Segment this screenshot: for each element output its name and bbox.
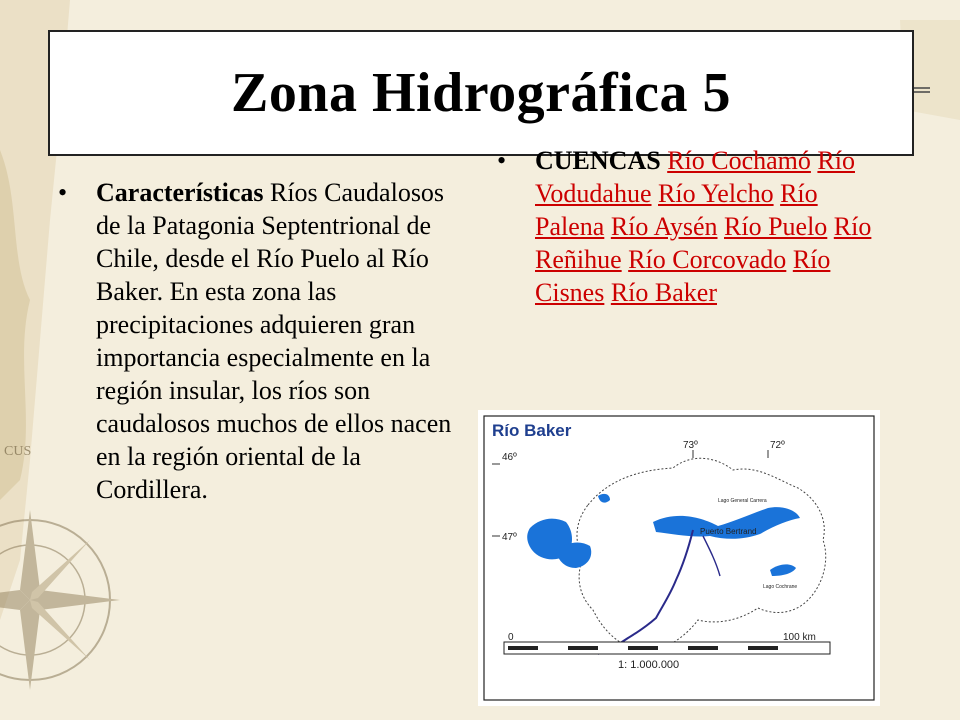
link-rio-vodudahue[interactable]: Río Vodudahue [535,146,855,208]
scale-segment [688,646,718,650]
link-rio-cochamo[interactable]: Río Cochamó [667,146,811,175]
link-rio-palena[interactable]: Río Palena [535,179,818,241]
lat-47-label: 47º [502,532,517,543]
rio-baker-map [478,410,880,706]
link-rio-yelcho[interactable]: Río Yelcho [658,179,774,208]
basin-map-drawing [478,410,880,706]
lake-cochrane-label: Lago Cochrane [763,584,798,590]
scale-segment [628,646,658,650]
scale-segment [508,646,538,650]
characteristics-text [58,176,468,506]
title-box [48,30,914,156]
link-rio-aysen[interactable]: Río Aysén [610,212,718,241]
cuencas-label: CUENCAS [535,146,661,175]
scale-segment [748,646,778,650]
lake-carrera-label: Lago General Carrera [718,498,767,504]
map-title: Río Baker [492,421,572,440]
link-rio-cisnes[interactable]: Río Cisnes [535,245,831,307]
lon-73-label: 73º [683,440,698,451]
slide-title: Zona Hidrográfica 5 [230,62,732,124]
cuencas-bullet [497,144,877,309]
scale-segment [568,646,598,650]
link-rio-renihue[interactable]: Río Reñihue [535,212,872,274]
bullet-dot-icon: • [497,146,507,175]
cuencas-text [497,144,877,309]
scale-end-label: 100 km [783,632,816,643]
scale-start-label: 0 [508,632,514,643]
characteristics-body: Ríos Caudalosos de la Patagonia Septentrional de Chile, desde el Río Puelo al Río Baker. En esta zona las precipitaciones adquieren gran importancia especialmente en la región insular, los ríos son caudalosos muchos de ellos nacen en la región oriental de la Cordillera. [96,178,452,504]
link-rio-corcovado[interactable]: Río Corcovado [628,245,787,274]
town-label: Puerto Bertrand [700,527,757,536]
bullet-dot-icon: • [58,178,68,207]
characteristics-label: Características [96,178,264,207]
link-rio-puelo[interactable]: Río Puelo [724,212,828,241]
scale-bar [504,642,830,654]
lat-46-label: 46º [502,452,517,463]
characteristics-bullet [58,176,468,506]
link-rio-baker[interactable]: Río Baker [610,278,717,307]
svg-text:CUS: CUS [4,444,32,459]
lon-72-label: 72º [770,440,785,451]
scale-ratio-label: 1: 1.000.000 [618,659,680,671]
